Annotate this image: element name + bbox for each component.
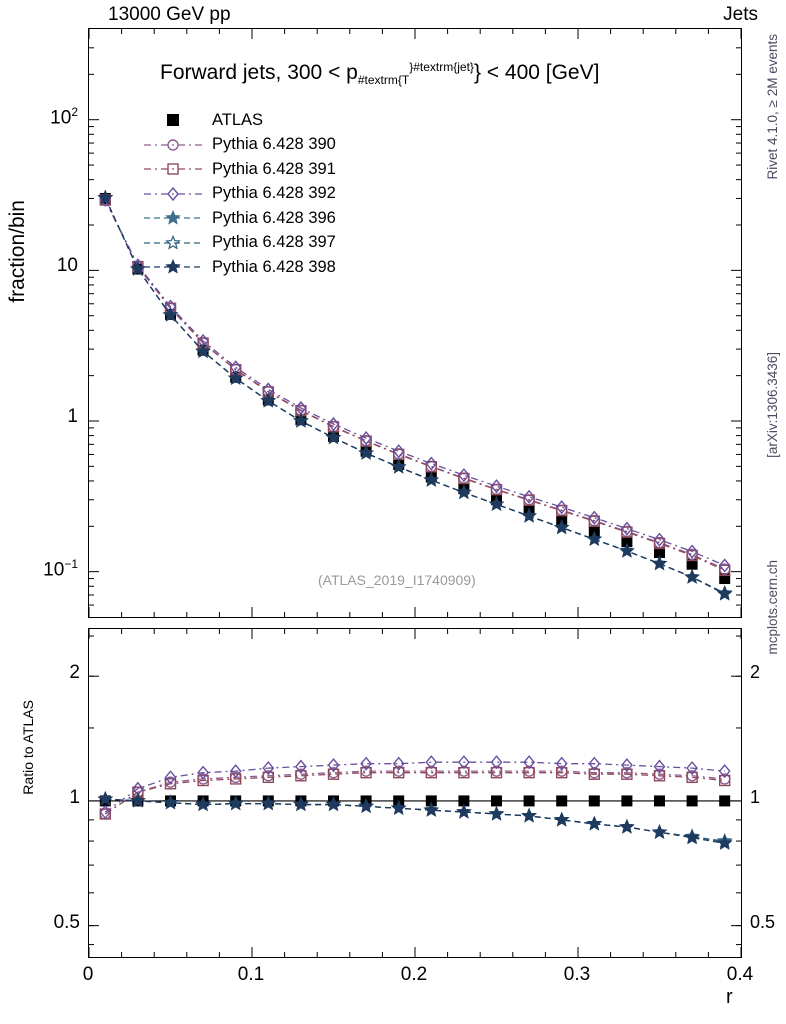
- y-tick-label-main: $10^2$: [50, 104, 78, 129]
- y-tick-label-ratio-left: 0.5: [53, 911, 80, 933]
- legend-item[interactable]: [140, 133, 410, 158]
- x-tick-label: 0.3: [563, 964, 591, 985]
- x-tick-label: 0.4: [726, 964, 754, 985]
- series-marker: [524, 795, 535, 806]
- legend-item[interactable]: [140, 182, 410, 207]
- series-marker: [589, 795, 600, 806]
- legend-label: Pythia 6.428 397: [212, 233, 336, 252]
- series-marker: [588, 817, 601, 829]
- mcplots-url-label: mcplots.cern.ch: [765, 560, 780, 655]
- x-axis-label: r: [726, 986, 733, 1008]
- series-marker: [458, 805, 471, 817]
- legend-item[interactable]: [140, 157, 410, 182]
- x-tick-label: 0.1: [237, 964, 265, 985]
- analysis-id-watermark: (ATLAS_2019_I1740909): [318, 572, 476, 588]
- legend-label: Pythia 6.428 398: [212, 257, 336, 276]
- series-marker: [490, 807, 503, 819]
- header-right-label: Jets: [723, 4, 758, 25]
- series-marker: [621, 795, 632, 806]
- series-marker: [686, 831, 699, 843]
- y-tick-label-ratio-right: 2: [750, 662, 761, 683]
- header-left-label: 13000 GeV pp: [108, 4, 231, 25]
- legend-item[interactable]: [140, 231, 410, 256]
- legend-label: Pythia 6.428 396: [212, 208, 336, 227]
- legend-marker-circle-open-icon: [140, 135, 206, 155]
- series-marker: [718, 587, 731, 599]
- y-tick-label-ratio-left: 1: [69, 786, 80, 808]
- y-axis-label-ratio: Ratio to ATLAS: [20, 700, 36, 795]
- y-tick-label-ratio-left: 2: [69, 662, 80, 684]
- legend-marker-square-filled-icon: [140, 110, 206, 130]
- series-marker: [621, 820, 634, 832]
- y-tick-label-ratio-right: 0.5: [750, 911, 776, 932]
- x-tick-label: 0: [82, 964, 94, 985]
- legend-item[interactable]: [140, 206, 410, 231]
- legend-item[interactable]: [140, 108, 410, 133]
- legend-marker-diamond-open-icon: [140, 184, 206, 204]
- series-marker: [556, 795, 567, 806]
- legend-item[interactable]: [140, 255, 410, 280]
- legend-marker-star-filled-icon: [140, 208, 206, 228]
- legend-label: Pythia 6.428 391: [212, 159, 336, 178]
- legend-label: Pythia 6.428 392: [212, 184, 336, 203]
- plot-title-subscript: #textrm{T: [357, 73, 410, 88]
- plot-title: [160, 60, 599, 87]
- legend-marker-star-open-icon: [140, 233, 206, 253]
- series-marker: [491, 795, 502, 806]
- plot-title-tail: } < 400 [GeV]: [473, 61, 600, 84]
- series-marker: [654, 795, 665, 806]
- series-marker: [719, 795, 730, 806]
- series-marker: [686, 571, 699, 583]
- series-marker: [653, 826, 666, 838]
- rivet-version-label: Rivet 4.1.0, ≥ 2M events: [765, 34, 780, 180]
- legend-marker-star-filled-icon: [140, 257, 206, 277]
- series-marker: [687, 795, 698, 806]
- arxiv-reference-label: [arXiv:1306.3436]: [765, 352, 780, 458]
- plot-title-main: Forward jets, 300 < p: [160, 61, 358, 84]
- legend-label: Pythia 6.428 390: [212, 135, 336, 154]
- ratio-plot-panel: [88, 628, 742, 958]
- y-tick-label-ratio-right: 1: [750, 786, 761, 807]
- legend-marker-square-open-icon: [140, 159, 206, 179]
- y-tick-label-main: 10: [56, 255, 78, 277]
- series-marker: [653, 557, 666, 569]
- plot-title-superscript: }#textrm{jet}: [409, 60, 474, 74]
- legend-label: ATLAS: [212, 110, 264, 129]
- y-tick-label-main: 1: [67, 406, 78, 427]
- legend: [140, 108, 410, 280]
- series-marker: [555, 813, 568, 825]
- y-axis-label-main: fraction/bin: [6, 200, 29, 303]
- y-tick-label-main: $10^{-1}$: [43, 556, 78, 580]
- x-tick-label: 0.2: [400, 964, 428, 985]
- ratio-plot-canvas: [89, 629, 741, 957]
- series-marker: [523, 809, 536, 821]
